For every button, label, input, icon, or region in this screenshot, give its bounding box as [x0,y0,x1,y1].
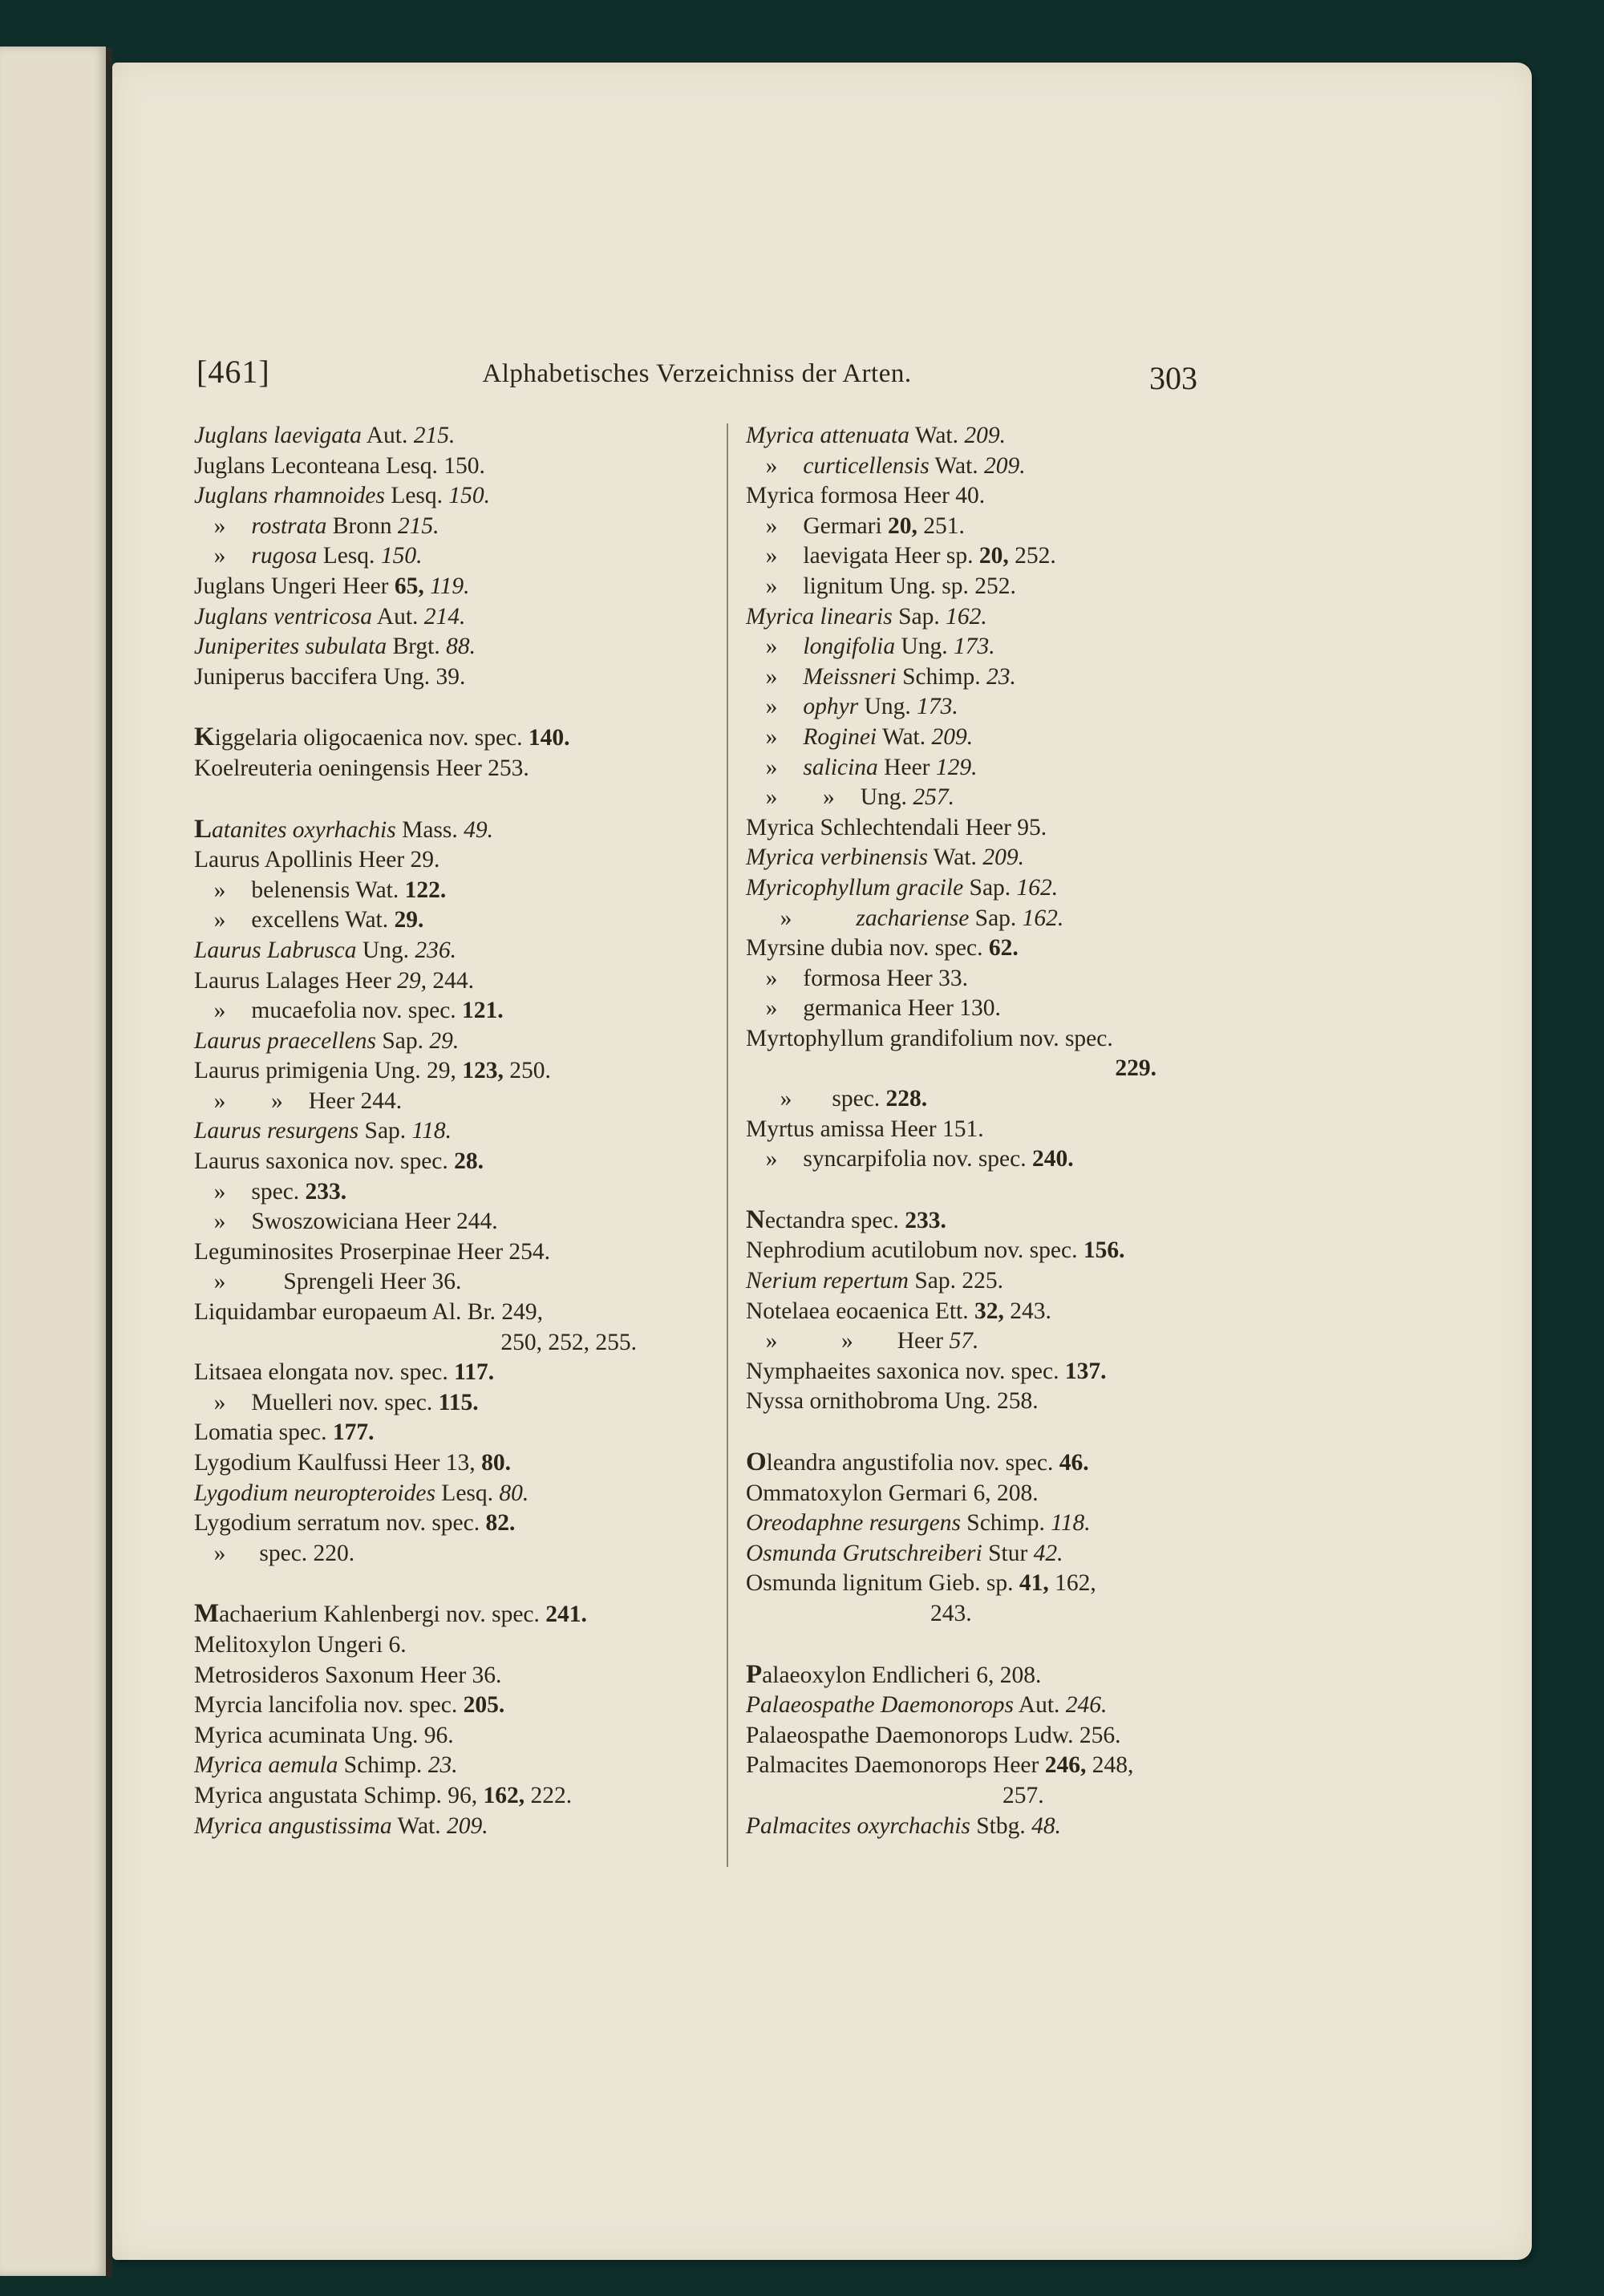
section-initial: N [746,1205,765,1234]
index-entry: Oleandra angustifolia nov. spec. 46. [746,1448,1089,1476]
index-entry: Ommatoxylon Germari 6, 208. [746,1480,1039,1506]
index-entry: Palmacites Daemonorops Heer 246, 248, [746,1752,1134,1779]
index-entry: » formosa Heer 33. [765,965,968,991]
index-entry: Kiggelaria oligocaenica nov. spec. 140. [194,723,570,752]
index-entry: Myrica formosa Heer 40. [746,483,986,509]
index-entry: Myrica angustissima Wat. 209. [194,1812,488,1839]
index-entry: Myrica verbinensis Wat. 209. [746,844,1024,871]
index-entry: » mucaefolia nov. spec. 121. [213,998,504,1024]
index-entry: » » Ung. 257. [765,784,954,811]
index-entry: Juglans ventricosa Aut. 214. [194,603,466,630]
section-initial: P [746,1659,763,1689]
index-entry-continuation: 257. [1003,1782,1044,1808]
index-entry: » spec. 220. [213,1540,355,1566]
index-entry: Palaeospathe Daemonorops Aut. 246. [746,1692,1108,1719]
index-entry: Myrtus amissa Heer 151. [746,1116,984,1142]
index-entry: Osmunda Grutschreiberi Stur 42. [746,1540,1063,1566]
index-entry: Nyssa ornithobroma Ung. 258. [746,1388,1039,1415]
index-entry: » » Heer 57. [765,1328,979,1355]
index-entry: Lomatia spec. 177. [194,1419,375,1446]
index-entry: Litsaea elongata nov. spec. 117. [194,1359,495,1386]
index-entry: Myrica angustata Schimp. 96, 162, 222. [194,1782,573,1808]
index-entry: » Muelleri nov. spec. 115. [213,1389,479,1415]
index-entry: » salicina Heer 129. [765,754,978,780]
index-entry: Juglans rhamnoides Lesq. 150. [194,483,491,509]
index-entry: Machaerium Kahlenbergi nov. spec. 241. [194,1599,587,1629]
index-entry: Nymphaeites saxonica nov. spec. 137. [746,1358,1107,1384]
index-entry: » Swoszowiciana Heer 244. [213,1209,498,1235]
index-entry-continuation: 243. [930,1600,972,1626]
running-title: Alphabetisches Verzeichniss der Arten. [482,359,912,388]
index-entry: Liquidambar europaeum Al. Br. 249, [194,1299,544,1326]
index-entry: Laurus Lalages Heer 29, 244. [194,967,474,994]
index-entry: Juniperus baccifera Ung. 39. [194,663,466,690]
index-entry: Palmacites oxyrchachis Stbg. 48. [746,1812,1061,1839]
index-entry: Lygodium neuropteroides Lesq. 80. [194,1480,529,1506]
index-entry: Myrica aemula Schimp. 23. [194,1752,458,1779]
index-entry: Laurus saxonica nov. spec. 28. [194,1148,484,1175]
index-entry: » rugosa Lesq. 150. [213,543,423,569]
index-entry: Juniperites subulata Brgt. 88. [194,634,476,660]
index-entry: » germanica Heer 130. [765,995,1001,1022]
original-page-number: [461] [196,354,270,390]
section-initial: M [194,1599,220,1629]
section-initial: O [746,1448,767,1476]
index-entry: Myrsine dubia nov. spec. 62. [746,935,1019,962]
index-entry: Myrica Schlechtendali Heer 95. [746,814,1047,840]
index-entry: » laevigata Heer sp. 20, 252. [765,543,1056,569]
index-entry: Nectandra spec. 233. [746,1205,946,1234]
index-entry: Lygodium Kaulfussi Heer 13, 80. [194,1450,511,1476]
index-entry: Laurus praecellens Sap. 29. [194,1027,460,1054]
index-entry: Leguminosites Proserpinae Heer 254. [194,1238,551,1265]
index-entry: Melitoxylon Ungeri 6. [194,1631,407,1658]
column-divider [727,423,728,1867]
index-entry-continuation: 229. [1115,1055,1156,1082]
index-entry: » Sprengeli Heer 36. [213,1269,462,1295]
section-initial: K [194,723,215,752]
index-entry: Palaeoxylon Endlicheri 6, 208. [746,1659,1042,1689]
index-entry: » Roginei Wat. 209. [765,723,974,750]
index-entry: Laurus resurgens Sap. 118. [194,1118,452,1144]
index-entry: Koelreuteria oeningensis Heer 253. [194,755,529,781]
index-entry: Myrcia lancifolia nov. spec. 205. [194,1692,505,1719]
index-entry: » zachariense Sap. 162. [780,905,1064,931]
index-entry: Oreodaphne resurgens Schimp. 118. [746,1510,1091,1537]
index-entry: » rostrata Bronn 215. [213,512,439,539]
index-column-right [746,421,1195,1841]
index-entry: Latanites oxyrhachis Mass. 49. [194,814,494,844]
index-entry: Palaeospathe Daemonorops Ludw. 256. [746,1722,1121,1748]
index-entry: Juglans Ungeri Heer 65, 119. [194,573,470,599]
index-entry: Nephrodium acutilobum nov. spec. 156. [746,1237,1125,1264]
index-column-left [194,421,643,1841]
index-entry: » belenensis Wat. 122. [213,877,447,903]
index-entry: » spec. 233. [213,1178,347,1205]
page-number: 303 [1149,360,1197,396]
index-entry: Myrica linearis Sap. 162. [746,603,987,630]
index-entry: » curticellensis Wat. 209. [765,452,1026,479]
index-entry: » ophyr Ung. 173. [765,694,958,720]
index-entry: » syncarpifolia nov. spec. 240. [765,1146,1074,1172]
page-header [196,353,1197,401]
index-entry: » Meissneri Schimp. 23. [765,663,1016,690]
left-page-edge [0,47,106,2276]
index-entry: Myrica acuminata Ung. 96. [194,1722,454,1748]
index-entry: » lignitum Ung. sp. 252. [765,573,1016,599]
index-entry: » longifolia Ung. 173. [765,634,995,660]
index-entry: Myrica attenuata Wat. 209. [746,423,1006,448]
index-entry: Osmunda lignitum Gieb. sp. 41, 162, [746,1570,1096,1597]
index-entry: Juglans laevigata Aut. 215. [194,423,456,448]
index-entry: » excellens Wat. 29. [213,907,424,933]
index-entry: » Germari 20, 251. [765,512,965,539]
index-entry: Myricophyllum gracile Sap. 162. [746,874,1059,901]
index-entry: Juglans Leconteana Lesq. 150. [194,452,485,479]
index-entry: » » Heer 244. [213,1087,403,1114]
index-entry: Laurus primigenia Ung. 29, 123, 250. [194,1058,551,1084]
index-entry: Laurus Apollinis Heer 29. [194,847,440,873]
index-entry: Metrosideros Saxonum Heer 36. [194,1662,502,1688]
section-initial: L [194,814,213,844]
index-entry: Notelaea eocaenica Ett. 32, 243. [746,1298,1051,1324]
index-entry-continuation: 250, 252, 255. [500,1329,637,1355]
index-entry: Laurus Labrusca Ung. 236. [194,937,457,963]
index-entry: Nerium repertum Sap. 225. [746,1268,1003,1294]
index-entry: Myrtophyllum grandifolium nov. spec. [746,1025,1113,1051]
index-entry: » spec. 228. [780,1086,928,1112]
book-spine [106,48,112,2278]
index-entry: Lygodium serratum nov. spec. 82. [194,1510,516,1537]
